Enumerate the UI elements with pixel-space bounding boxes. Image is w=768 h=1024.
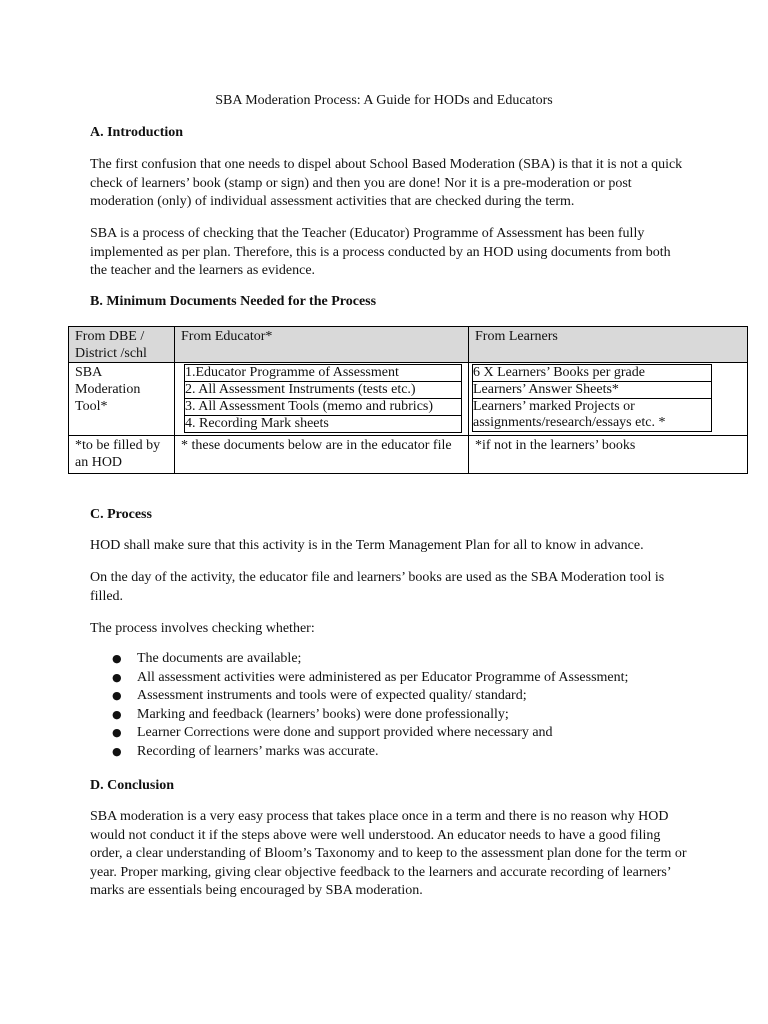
bullet-icon: ● [112,652,122,665]
educator-item: 1.Educator Programme of Assessment [185,365,462,382]
process-paragraph-2: On the day of the activity, the educator file and learners’ books are used as the SBA Moderation tool is filled. [90,570,665,604]
section-a-heading: A. Introduction [90,125,184,140]
bullet-icon: ● [112,670,122,684]
learner-items-list [472,364,712,432]
list-item: ● All assessment activities were administered as per Educator Programme of Assessment; [112,669,628,688]
list-item: ● Assessment instruments and tools were of expected quality/ standard; [112,687,628,706]
educator-item: 3. All Assessment Tools (memo and rubrics) [185,399,462,416]
process-paragraph-3: The process involves checking whether: [90,621,315,636]
footer-dbe-note: *to be filled by an HOD [69,436,175,474]
educator-item: 2. All Assessment Instruments (tests etc.) [185,382,462,399]
section-b-heading: B. Minimum Documents Needed for the Process [90,294,377,309]
intro-paragraph-1: The first confusion that one needs to dispel about School Based Moderation (SBA) is that it is not a quick check of learners’ book (stamp or sign) and then you are done! Nor it is a pre-moderation or post moderation (only) of individual assessment activities that are checked during the term. [90,157,683,209]
bullet-icon: ● [112,707,122,721]
list-item: ● The documents are available; [112,650,628,669]
table-footer-row [69,436,748,474]
table-body-row [69,363,748,436]
footer-educator-note: * these documents below are in the educator file [175,436,469,474]
conclusion-paragraph: SBA moderation is a very easy process that takes place once in a term and there is no reason why HOD would not conduct it if the steps above were well understood. An educator needs to have a good filing order, a clear understanding of Bloom’s Taxonomy and to keep to the assessment plan done for the term or year. Proper marking, giving clear objective feedback to the learners and accurate recording of learners’ marks are essentials being encouraged by SBA moderation. [90,809,687,898]
document-title: SBA Moderation Process: A Guide for HODs and Educators [215,93,553,108]
intro-paragraph-2: SBA is a process of checking that the Teacher (Educator) Programme of Assessment has been fully implemented as per plan. Therefore, this is a process conducted by an HOD using documents from both the teacher and the learners as evidence. [90,226,671,278]
list-item: ● Learner Corrections were done and support provided where necessary and [112,724,628,743]
table-header-row [69,327,748,363]
bullet-icon: ● [112,726,122,740]
educator-items-list [184,364,462,433]
list-item: ● Recording of learners’ marks was accurate. [112,743,628,762]
documents-table [68,326,748,474]
section-c-heading: C. Process [90,507,152,522]
educator-cell [175,363,469,436]
learner-item: 6 X Learners’ Books per grade [473,365,712,382]
learners-cell [469,363,748,436]
header-dbe: From DBE / District /schl [69,327,175,363]
list-item: ● Marking and feedback (learners’ books) were done professionally; [112,706,628,725]
header-learners: From Learners [469,327,748,363]
learner-item: Learners’ Answer Sheets* [473,382,712,399]
header-educator: From Educator* [175,327,469,363]
dbe-cell [69,363,175,436]
process-paragraph-1: HOD shall make sure that this activity is in the Term Management Plan for all to know in advance. [90,538,644,553]
process-checklist [112,650,628,762]
section-d-heading: D. Conclusion [90,778,175,793]
learner-item: Learners’ marked Projects or assignments/research/essays etc. * [473,399,712,432]
dbe-tool-text: SBA Moderation Tool* [75,365,141,414]
bullet-icon: ● [112,744,122,758]
educator-item: 4. Recording Mark sheets [185,416,462,433]
bullet-icon: ● [112,689,122,703]
footer-learners-note: *if not in the learners’ books [469,436,748,474]
